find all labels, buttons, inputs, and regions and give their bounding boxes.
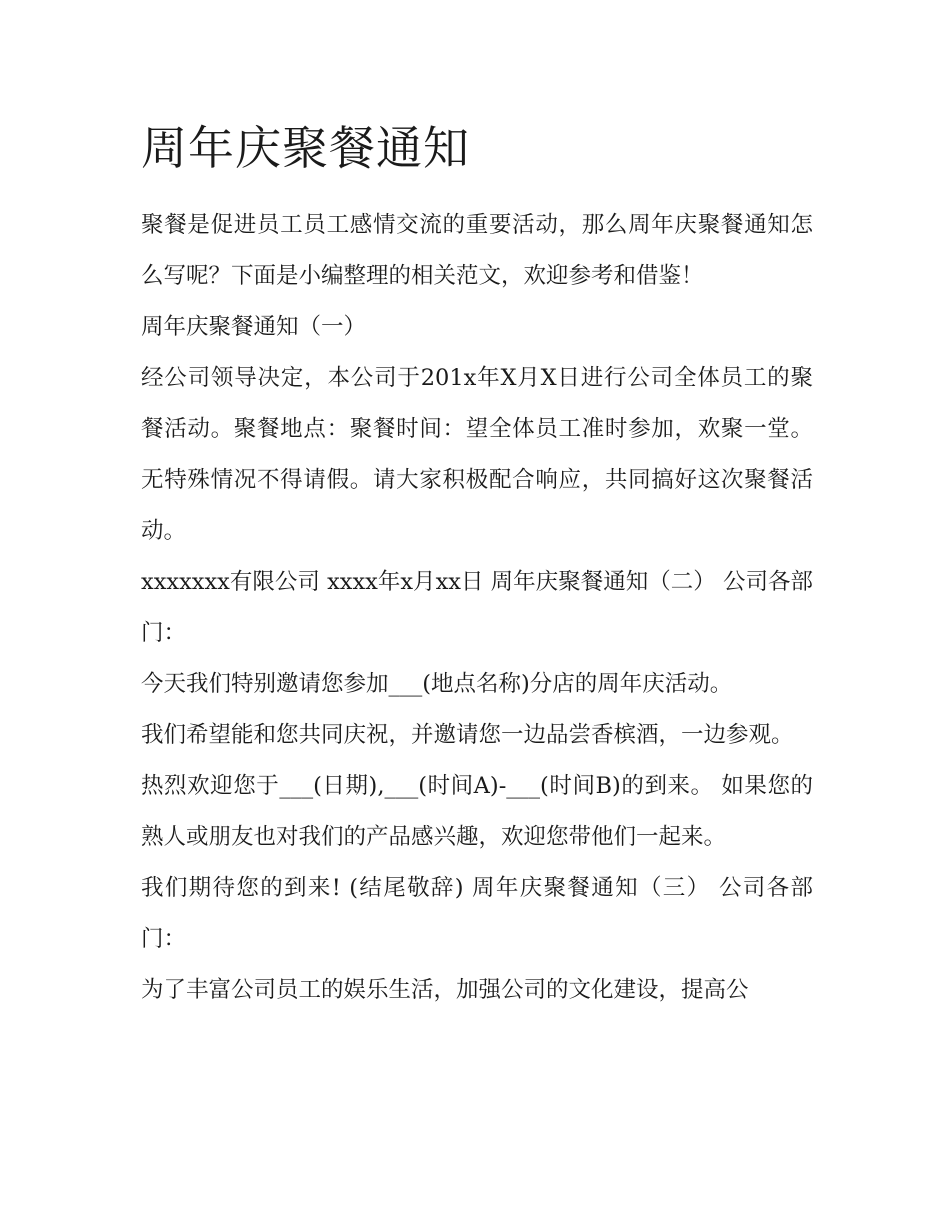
invitation-paragraph: 今天我们特别邀请您参加___(地点名称)分店的周年庆活动。 [141,671,733,697]
section-heading-one: 周年庆聚餐通知（一） [141,314,367,340]
signature-and-section-two-paragraph: xxxxxxx有限公司 xxxx年x月xx日 周年庆聚餐通知（二） 公司各部门： [141,569,813,646]
intro-paragraph: 聚餐是促进员工员工感情交流的重要活动，那么周年庆聚餐通知怎么写呢？下面是小编整理的相关范文，欢迎参考和借鉴！ [141,212,813,289]
notice-three-paragraph: 为了丰富公司员工的娱乐生活，加强公司的文化建设，提高公 [141,977,749,1003]
welcome-paragraph: 热烈欢迎您于___(日期),___(时间A)-___(时间B)的到来。 如果您的熟人或朋友也对我们的产品感兴趣，欢迎您带他们一起来。 [141,773,813,850]
document-title: 周年庆聚餐通知 [141,121,470,175]
closing-and-section-three-paragraph: 我们期待您的到来! (结尾敬辞) 周年庆聚餐通知（三） 公司各部门： [141,875,813,952]
celebration-paragraph: 我们希望能和您共同庆祝，并邀请您一边品尝香槟酒，一边参观。 [141,722,794,748]
notice-one-paragraph: 经公司领导决定，本公司于201x年X月X日进行公司全体员工的聚餐活动。聚餐地点：聚餐时间：望全体员工准时参加，欢聚一堂。无特殊情况不得请假。请大家积极配合响应，共同搞好这次聚餐活动。 [141,365,813,544]
document-body [141,118,813,1016]
